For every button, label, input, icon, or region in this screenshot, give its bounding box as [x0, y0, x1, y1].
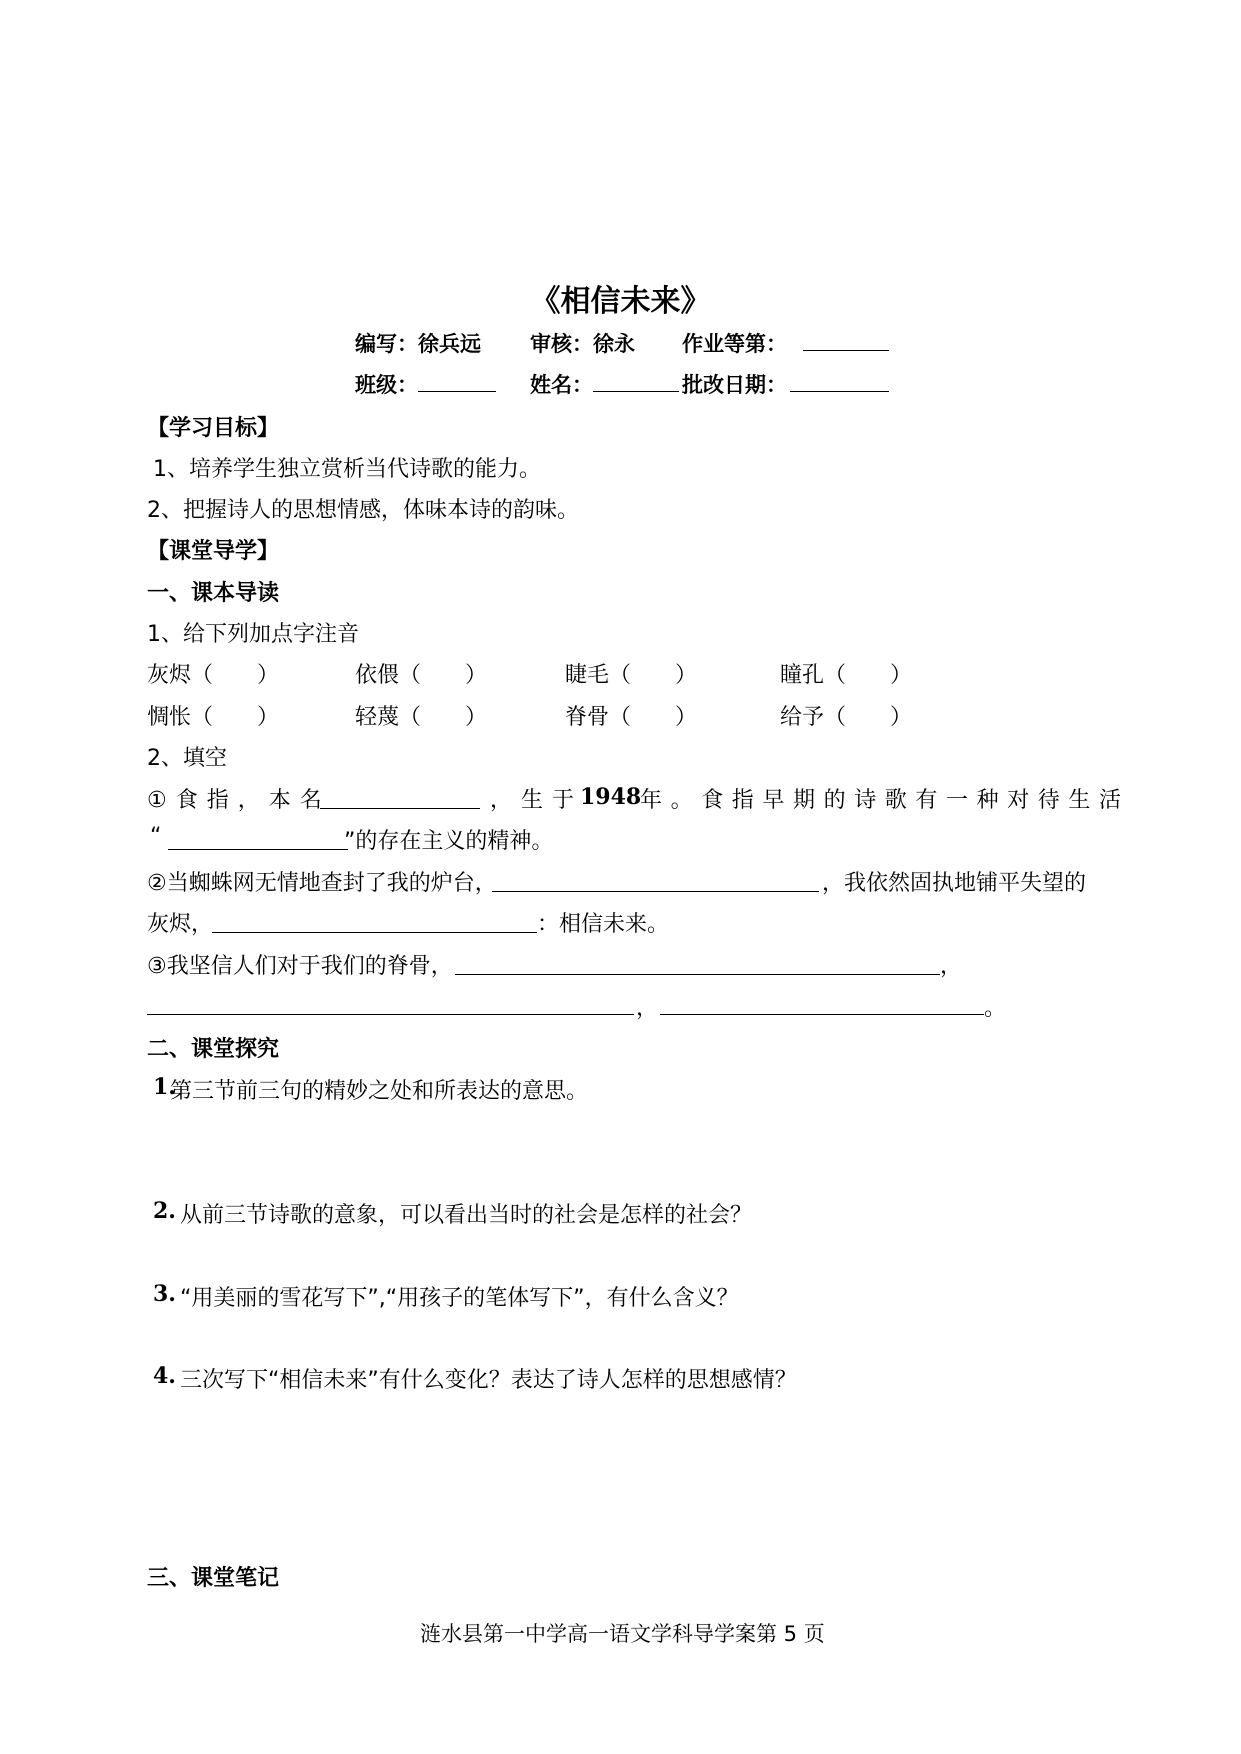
reviewer-name: 徐永 — [593, 331, 635, 356]
fill-3-comma-b: ， — [636, 996, 659, 1021]
pinyin-item: 瞳孔（ ） — [780, 663, 913, 688]
fill-3-blank-b[interactable] — [147, 991, 634, 1015]
explore-q3: “用美丽的雪花写下”,“用孩子的笔体写下”，有什么含义？ — [180, 1286, 739, 1311]
guide-heading: 【课堂导学】 — [147, 539, 280, 564]
class-blank[interactable] — [418, 371, 496, 392]
explore-q2-number: 2. — [153, 1198, 176, 1224]
fill-1-blank-b[interactable] — [168, 826, 348, 850]
goal-item-1: 1、培养学生独立赏析当代诗歌的能力。 — [153, 457, 541, 482]
footer-page-number: 第 5 页 — [756, 1622, 825, 1646]
section-heading-2: 二、课堂探究 — [147, 1037, 280, 1062]
explore-q4-number: 4. — [153, 1363, 176, 1389]
pinyin-item: 轻蔑（ ） — [355, 705, 488, 730]
explore-q1: 第三节前三句的精妙之处和所表达的意思。 — [170, 1079, 589, 1104]
pinyin-item: 惆怅（ ） — [147, 705, 280, 730]
pinyin-item: 给予（ ） — [780, 705, 913, 730]
fill-1-quote-open: “ — [150, 824, 162, 849]
question-fill: 2、填空 — [147, 746, 227, 771]
writer-name: 徐兵远 — [418, 331, 481, 356]
date-blank[interactable] — [790, 371, 889, 392]
question-pinyin: 1、给下列加点字注音 — [147, 622, 359, 647]
goals-heading: 【学习目标】 — [147, 416, 280, 441]
fill-1-text-d: ”的存在主义的精神。 — [344, 829, 554, 854]
explore-q2: 从前三节诗歌的意象，可以看出当时的社会是怎样的社会？ — [180, 1203, 753, 1228]
fill-1-blank-a[interactable] — [320, 785, 480, 809]
grade-label: 作业等第： — [682, 331, 787, 356]
explore-q3-number: 3. — [153, 1281, 176, 1307]
fill-1-text-a: ①食指，本名 — [147, 788, 331, 813]
pinyin-item: 依偎（ ） — [355, 663, 488, 688]
fill-1-text-b: ，生于 — [490, 788, 584, 813]
writer-label: 编写： — [355, 331, 418, 356]
pinyin-item: 脊骨（ ） — [565, 705, 698, 730]
class-label: 班级： — [355, 372, 418, 397]
name-label: 姓名： — [530, 372, 593, 397]
fill-2-blank-b[interactable] — [212, 909, 537, 933]
section-heading-3: 三、课堂笔记 — [147, 1566, 280, 1591]
grade-blank[interactable] — [803, 330, 889, 351]
fill-3-text-a: ③我坚信人们对于我们的脊骨， — [147, 954, 453, 979]
footer-school: 涟水县第一中学高一语文学科导学案 — [420, 1622, 756, 1646]
date-label: 批改日期： — [682, 372, 787, 397]
fill-2-text-b: ，我依然固执地铺平失望的 — [822, 871, 1087, 896]
pinyin-item: 睫毛（ ） — [565, 663, 698, 688]
explore-q1-number: 1. — [153, 1074, 176, 1100]
fill-3-period: 。 — [984, 996, 1007, 1021]
fill-2-text-d: ：相信未来。 — [537, 912, 670, 937]
fill-1-year: 1948 — [580, 784, 642, 810]
section-heading-1: 一、课本导读 — [147, 581, 280, 606]
fill-1-text-c: 年。食指早期的诗歌有一种对待生活 — [640, 788, 1130, 813]
fill-2-blank-a[interactable] — [492, 868, 819, 892]
reviewer-label: 审核： — [530, 331, 593, 356]
fill-3-comma-a: ， — [940, 954, 963, 979]
explore-q4: 三次写下“相信未来”有什么变化？表达了诗人怎样的思想感情？ — [180, 1368, 797, 1393]
fill-3-blank-c[interactable] — [660, 991, 984, 1015]
fill-2-text-c: 灰烬， — [147, 912, 214, 937]
fill-3-blank-a[interactable] — [455, 951, 940, 975]
goal-item-2: 2、把握诗人的思想情感，体味本诗的韵味。 — [147, 498, 579, 523]
pinyin-item: 灰烬（ ） — [147, 663, 280, 688]
page-title: 《相信未来》 — [530, 284, 711, 319]
name-blank[interactable] — [593, 371, 679, 392]
fill-2-text-a: ②当蜘蛛网无情地查封了我的炉台， — [147, 871, 497, 896]
